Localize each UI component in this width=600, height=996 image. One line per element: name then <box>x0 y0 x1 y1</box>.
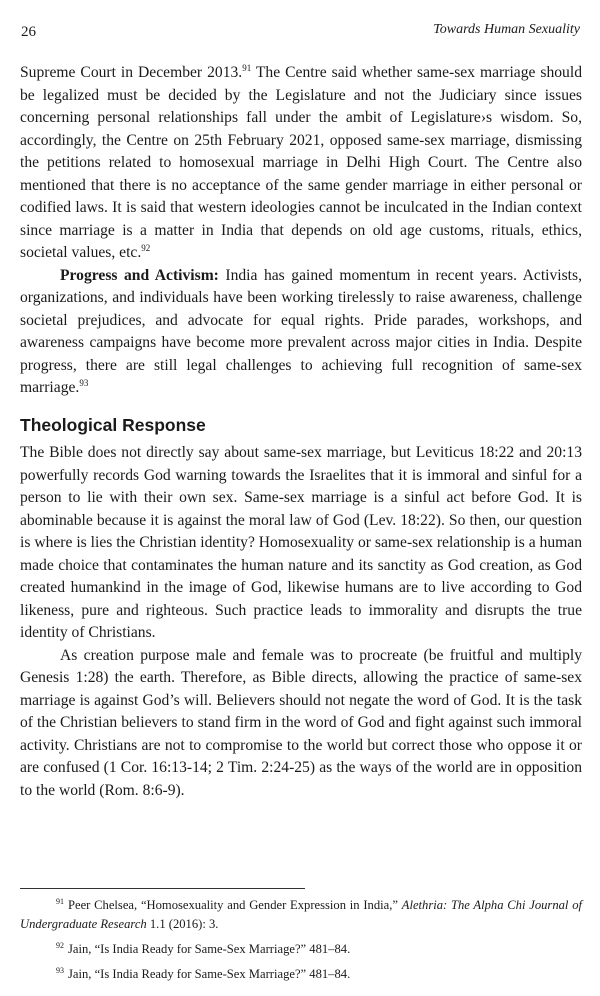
footnote-ref-92[interactable]: 92 <box>141 242 151 253</box>
footnote-93: $^{93}$ Jain, “Is India Ready for Same-Sex Marriage?” 481–84. <box>56 965 351 981</box>
paragraph-4: As creation purpose male and female was to procreate (be fruitful and multiply Genesis 1:28) the earth. Therefore, as Bible directs, allowing the practice of same-sex marriage is against God’s will. Believers should not negate the word of God. It is the task of the Christian believers to stand firm in the word of God and fight against such immoral activity. Christians are not to compromise to the world but correct those who oppose it or are confused (1 Cor. 16:13-14; 2 Tim. 2:24-25) as the ways of the world are in opposition to the world (Rom. 8:6-9). <box>20 646 582 799</box>
footnote-divider <box>20 888 305 889</box>
footnote-ref-91[interactable]: 91 <box>242 62 252 73</box>
run-in-heading: Progress and Activism: <box>60 266 219 284</box>
paragraph-2: Progress and Activism: India has gained momentum in recent years. Activists, organizations, and individuals have been working tirelessly to raise awareness, challenge societal prejudices, and advocate for equal rights. Pride parades, workshops, and awareness campaigns have become more prevalent across major cities in India. Despite progress, there are still legal challenges to achieving full recognition of same-sex marriage.$^{93}$ <box>20 266 582 396</box>
paragraph-3: The Bible does not directly say about same-sex marriage, but Leviticus 18:22 and 20:13 powerfully records God warning towards the Israelites that it is immoral and sinful for a person to lie with their own sex. Same-sex marriage is a sinful act before God. It is abominable because it is against the moral law of God (Lev. 18:22). So then, our question is where is lies the Christian identity? Homosexuality or same-sex relationship is a human made choice that contaminates the human nature and its sanctity as God creation, as God created humankind in the image of God, likewise humans are to live according to God likeness, pure and righteous. Such practice leads to immorality and disrupts the true identity of Christians. <box>20 444 582 641</box>
footnote-91: $^{91}$ Peer Chelsea, “Homosexuality and Gender Expression in India,” Alethria: The Alpha Chi Journal of Undergraduate Research 1.1 (2016): 3. <box>20 896 582 931</box>
footnotes <box>20 896 582 984</box>
page-number: 26 <box>21 24 36 40</box>
section-heading: Theological Response <box>20 414 206 435</box>
main-text <box>20 62 582 802</box>
running-title: Towards Human Sexuality <box>433 22 580 37</box>
footnote-ref-93[interactable]: 93 <box>79 377 89 388</box>
footnote-92: $^{92}$ Jain, “Is India Ready for Same-Sex Marriage?” 481–84. <box>56 940 351 956</box>
paragraph-1: Supreme Court in December 2013.91 The Centre said whether same-sex marriage should be legalized must be decided by the Legislature and not the Judiciary since issues concerning personal relationships fall under the ambit of Legislature›s wisdom. So, accordingly, the Centre on 25th February 2021, opposed same-sex marriage, dismissing the petitions related to homosexual marriage in Delhi High Court. The Centre also mentioned that there is no acceptance of the same gender marriage in either personal or codified laws. It is said that western ideologies cannot be inculcated in the Indian context since marriage is a matter in India that depends on old age customs, rituals, ethics, societal values, etc.$^{92}$ <box>20 62 582 261</box>
